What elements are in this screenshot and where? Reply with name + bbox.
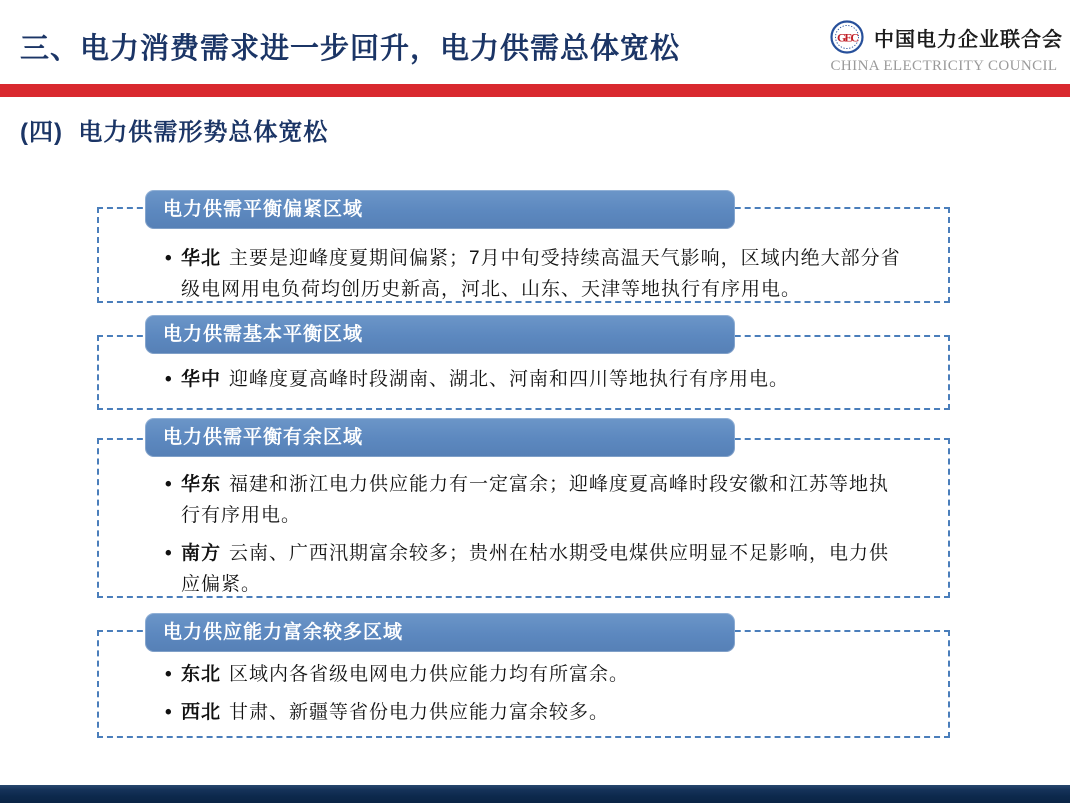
region-name: 华东 [181, 474, 222, 495]
section-header-bar-ample-capacity [145, 613, 735, 652]
section-header-bar-tight-balance [145, 190, 735, 229]
page-title: 三、电力消费需求进一步回升，电力供需总体宽松 [20, 33, 681, 65]
org-name-cn: 中国电力企业联合会 [874, 28, 1063, 51]
bullet-text: 主要是迎峰度夏期间偏紧；7月中旬受持续高温天气影响，区域内绝大部分省级电网用电负荷均创历史新高，河北、山东、天津等地执行有序用电。 [181, 248, 901, 300]
region-name: 东北 [181, 664, 222, 685]
list-item [165, 659, 903, 690]
bullet-text: 福建和浙江电力供应能力有一定富余；迎峰度夏高峰时段安徽和江苏等地执行有序用电。 [181, 474, 890, 526]
section-subtitle: (四) 电力供需形势总体宽松 [20, 119, 329, 146]
svg-text:GEC: GEC [836, 30, 858, 45]
footer-bar [0, 785, 1070, 803]
list-item [165, 697, 903, 728]
bullet-text: 迎峰度夏高峰时段湖南、湖北、河南和四川等地执行有序用电。 [229, 369, 790, 390]
section-box-balance-surplus [97, 438, 950, 598]
region-name: 华北 [181, 248, 222, 269]
org-name-en: CHINA ELECTRICITY COUNCIL [830, 58, 1058, 74]
cec-seal-icon [830, 20, 864, 54]
bullet-list [99, 440, 948, 600]
section-header-label: 电力供需平衡有余区域 [163, 427, 364, 448]
region-name: 南方 [181, 543, 222, 564]
section-header-label: 电力供应能力富余较多区域 [163, 622, 404, 643]
cec-logo-row [828, 20, 1063, 54]
region-name: 华中 [181, 369, 222, 390]
list-item [165, 243, 903, 305]
red-divider [0, 84, 1070, 97]
bullet-text: 甘肃、新疆等省份电力供应能力富余较多。 [229, 702, 610, 723]
list-item [165, 364, 903, 395]
region-name: 西北 [181, 702, 222, 723]
section-header-bar-balance-surplus [145, 418, 735, 457]
list-item [165, 469, 903, 531]
bullet-text: 区域内各省级电网电力供应能力均有所富余。 [229, 664, 630, 685]
section-header-label: 电力供需平衡偏紧区域 [163, 199, 364, 220]
section-header-label: 电力供需基本平衡区域 [163, 324, 364, 345]
list-item [165, 538, 903, 600]
bullet-text: 云南、广西汛期富余较多；贵州在枯水期受电煤供应明显不足影响，电力供应偏紧。 [181, 543, 890, 595]
cec-logo [828, 20, 1063, 75]
section-header-bar-basic-balance [145, 315, 735, 354]
